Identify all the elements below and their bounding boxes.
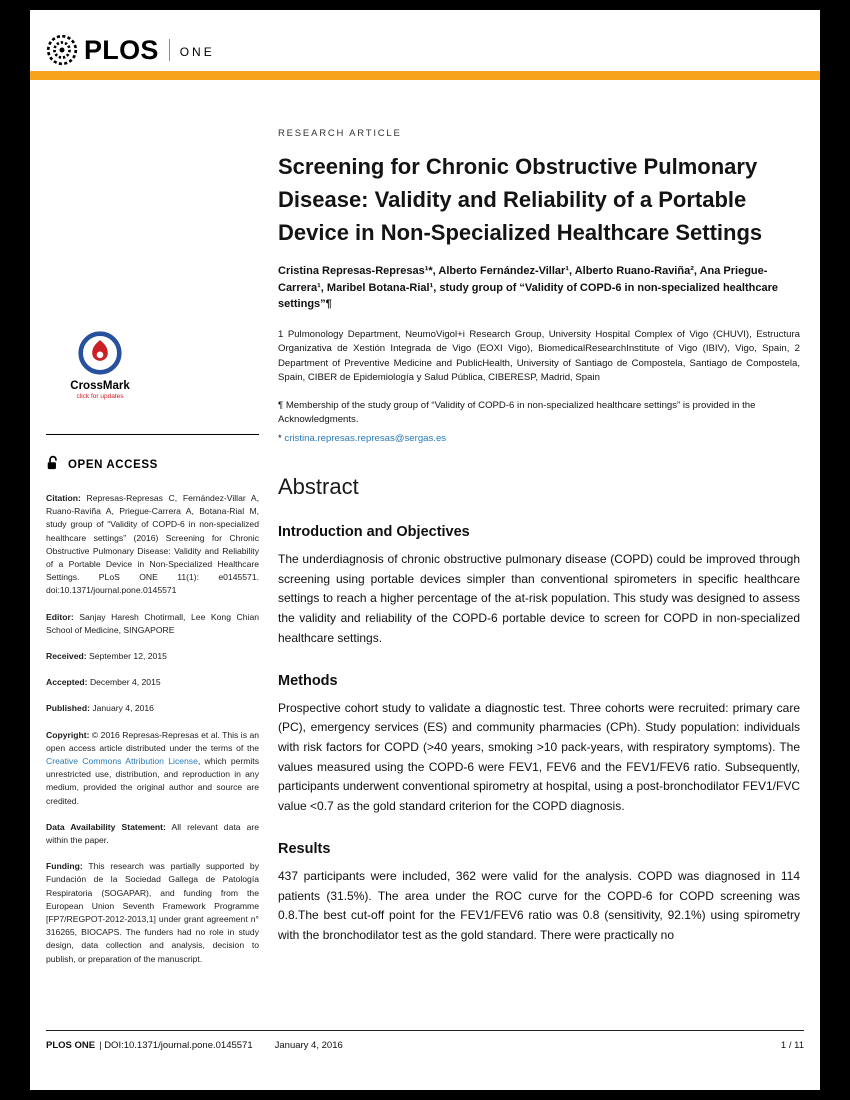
published-note xyxy=(46,702,259,715)
corresponding-email-line xyxy=(278,433,800,444)
editor-note xyxy=(46,611,259,637)
plos-logo-text: PLOS xyxy=(84,34,159,65)
funding-text: This research was partially supported by Fundación de la Sociedad Gallega de Patología Respiratoria (SOGAPAR), and funding from the European Union Seventh Framework Programme [FP7/REGPOT-2012-2013,1] under grant agreement n° 316265, BIOCAPS. The funders had no role in study design, data collection and analysis, decision to publish, or preparation of the manuscript. xyxy=(46,861,259,964)
crossmark-icon xyxy=(50,330,150,376)
data-availability-text: All relevant data are within the paper. xyxy=(46,821,260,846)
footer-date: January 4, 2016 xyxy=(274,1040,343,1051)
article-title: Screening for Chronic Obstructive Pulmonary Disease: Validity and Reliability of a Portable Device in Non-Specialized Healthcare Settings xyxy=(278,154,763,245)
plos-one-text: ONE xyxy=(179,44,215,59)
section-body: Prospective cohort study to validate a diagnostic test. Three cohorts were recruited: primary care (PC), emergency services (ES) and community pharmacies (CPh). Study population: individuals with risk factors for COPD (>40 years, smoking >10 pack-years, with respiratory symptoms). The values measured using the COPD-6 were FEV1, FEV6 and the FEV1/FEV6 ratio. Subsequently, participants underwent conventional spirometry at hospital, using a post-bronchodilator FEV1/FVC value <0.7 as the gold standard criterion for the COPD diagnosis. xyxy=(278,700,800,814)
open-lock-icon xyxy=(46,455,60,474)
footer-doi: | DOI:10.1371/journal.pone.0145571 xyxy=(99,1040,253,1051)
plos-globe-icon xyxy=(46,34,78,66)
page-number: 1 / 11 xyxy=(780,1040,804,1051)
funding-label: Funding: xyxy=(46,861,83,872)
open-access-badge xyxy=(46,455,259,474)
open-access-label: OPEN ACCESS xyxy=(68,458,158,471)
crossmark-badge[interactable] xyxy=(50,330,150,400)
received-label: Received: xyxy=(46,651,87,662)
section-body: The underdiagnosis of chronic obstructive pulmonary disease (COPD) could be improved through screening using portable devices simpler than conventional spirometers in specific healthcare settings to reach a higher percentage of the at-risk population. This study was designed to assess the validity and reliability of the COPD-6 portable device to screen for COPD in non-specialized healthcare settings. xyxy=(278,552,800,645)
accent-bar xyxy=(30,71,820,80)
abstract-section-intro xyxy=(278,524,800,649)
section-heading: Introduction and Objectives xyxy=(278,524,470,541)
article-body xyxy=(278,128,800,946)
accepted-label: Accepted: xyxy=(46,677,88,688)
crossmark-subtitle: click for updates xyxy=(76,393,124,400)
abstract-section-results xyxy=(278,841,800,946)
citation-text: Represas-Represas C, Fernández-Villar A, Ruano-Raviña A, Priegue-Carrera A, Botana-Rial M, study group of “Validity of COPD-6 in non-specialized healthcare settings” (2016) Screening for Chronic Obstructive Pulmonary Disease: Validity and Reliability of a Portable Device in Non-Specialized Healthcare Settings. PLoS ONE 11(1): e0145571. doi:10.1371/journal.pone.0145571 xyxy=(46,493,260,596)
copyright-text-after: , which permits unrestricted use, distribution, and reproduction in any medium, provided the original author and source are credited. xyxy=(46,756,259,806)
cc-license-link[interactable]: Creative Commons Attribution License xyxy=(46,756,198,767)
logo-divider xyxy=(169,39,170,61)
published-label: Published: xyxy=(46,703,90,714)
copyright-note xyxy=(46,729,259,808)
journal-masthead xyxy=(46,34,215,66)
accepted-date: December 4, 2015 xyxy=(89,677,161,688)
article-metadata-sidebar xyxy=(46,434,259,979)
citation-label: Citation: xyxy=(46,493,81,503)
abstract-heading: Abstract xyxy=(278,474,359,500)
page-footer xyxy=(46,1030,804,1051)
funding-note xyxy=(46,860,259,966)
membership-note: ¶ Membership of the study group of “Validity of COPD-6 in non-specialized healthcare settings” is provided in the Acknowledgments. xyxy=(278,399,756,426)
copyright-label: Copyright: xyxy=(46,729,90,740)
published-date: January 4, 2016 xyxy=(92,703,154,714)
abstract-section-methods xyxy=(278,673,800,817)
editor-text: Sanjay Haresh Chotirmall, Lee Kong Chian School of Medicine, SINGAPORE xyxy=(46,611,259,635)
data-availability-note xyxy=(46,821,259,847)
article-type-label: RESEARCH ARTICLE xyxy=(278,128,402,139)
author-list: Cristina Represas-Represas¹*, Alberto Fernández-Villar¹, Alberto Ruano-Raviña², Ana Priegue-Carrera¹, Maribel Botana-Rial¹, study group of “Validity of COPD-6 in non-specialized healthcare settings”¶ xyxy=(278,265,778,310)
section-heading: Results xyxy=(278,840,331,857)
accepted-note xyxy=(46,676,259,689)
section-heading: Methods xyxy=(278,672,338,689)
editor-label: Editor: xyxy=(46,611,74,622)
footer-journal: PLOS ONE xyxy=(46,1040,96,1051)
citation-note xyxy=(46,492,259,598)
footer-citation xyxy=(46,1040,343,1051)
crossmark-label: CrossMark xyxy=(70,380,130,392)
section-body: 437 participants were included, 362 were valid for the analysis. COPD was diagnosed in 114 patients (31.5%). The area under the ROC curve for the COPD-6 for COPD screening was 0.8.The best cut-off point for the FEV1/FEV6 ratio was 0.8 (sensitivity, 92.1%) using spirometry with the bronchodilator test as the gold standard. There were practically no xyxy=(278,868,800,942)
copyright-text-before: © 2016 Represas-Represas et al. This is an open access article distributed under the terms of the xyxy=(46,729,260,753)
data-availability-label: Data Availability Statement: xyxy=(46,821,166,832)
corresponding-email-link[interactable]: cristina.represas.represas@sergas.es xyxy=(284,433,447,445)
article-page xyxy=(30,10,820,1090)
email-star: * xyxy=(278,433,282,445)
received-note xyxy=(46,650,259,663)
received-date: September 12, 2015 xyxy=(89,651,167,662)
affiliations: 1 Pulmonology Department, NeumoVigol+i Research Group, University Hospital Complex of Vigo (CHUVI), Estructura Organizativa de Xestión Integrada de Vigo (EOXI Vigo), BiomedicalResearchInstitute of Vigo (IBIV), Vigo, Spain, 2 Department of Preventive Medicine and PublicHealth, University of Santiago de Compostela, Santiago de Compostela, Spain, CIBER de Epidemiología y Salud Pública, CIBERESP, Madrid, Spain xyxy=(278,328,800,384)
